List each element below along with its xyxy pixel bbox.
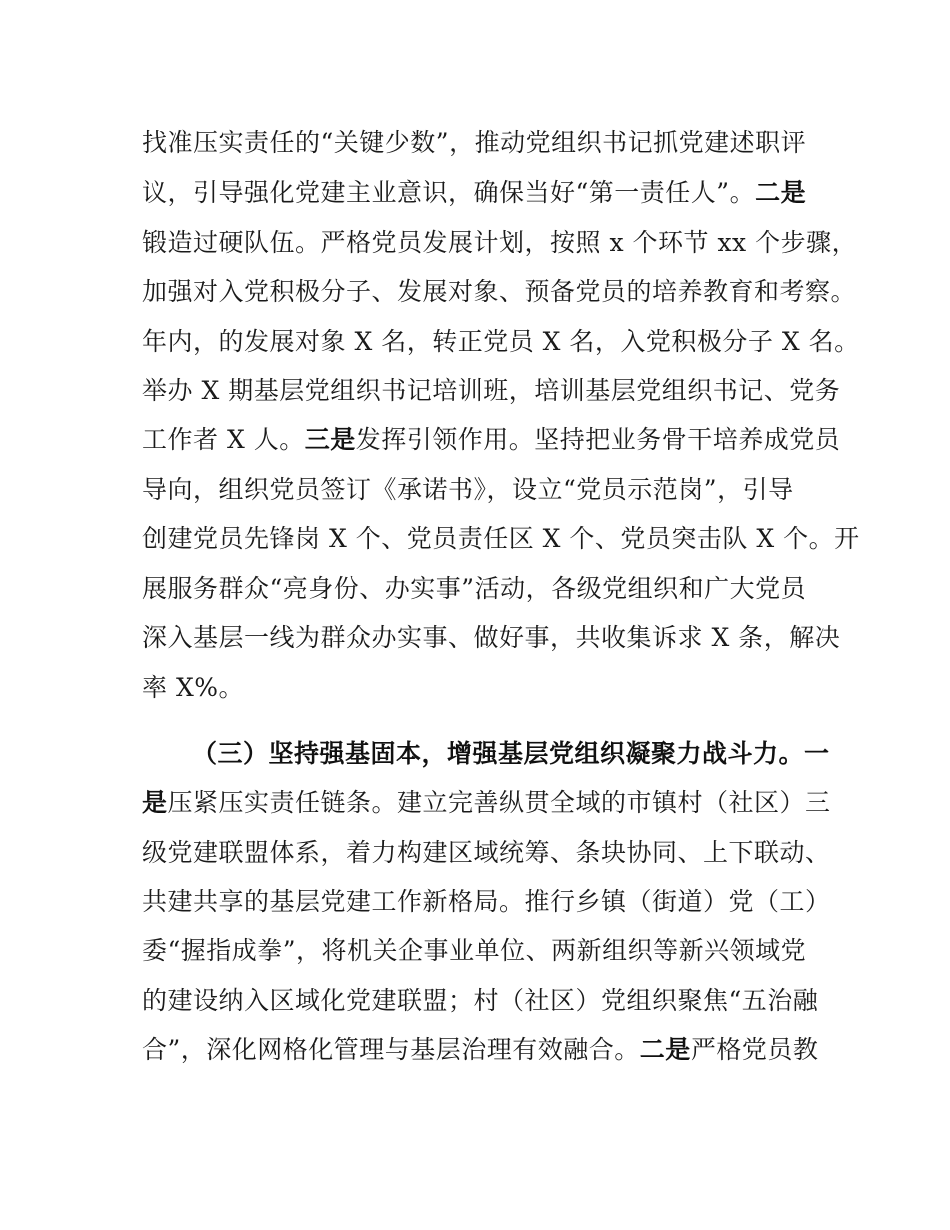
text-run: 导向，组织党员签订《承诺书》，设立“党员示范岗”，引导 — [142, 475, 794, 504]
text-run: 合”，深化网格化管理与基层治理有效融合。 — [142, 1035, 640, 1064]
text-run: 的建设纳入区域化党建联盟；村（社区）党组织聚焦“五治融 — [142, 986, 819, 1015]
section-heading: （三）坚持强基固本，增强基层党组织凝聚力战斗力。一 — [192, 739, 830, 768]
text-line — [142, 226, 857, 260]
text-line — [142, 671, 244, 705]
text-line — [142, 885, 831, 919]
text-line — [142, 934, 806, 968]
text-line — [142, 176, 806, 210]
text-line — [142, 984, 818, 1018]
text-line — [142, 374, 840, 408]
text-line — [142, 473, 794, 507]
text-run: 加强对入党积极分子、发展对象、预备党员的培养教育和考察。 — [142, 277, 857, 306]
text-run: 找准压实责任的“关键少数”，推动党组织书记抓党建述职评 — [142, 128, 807, 157]
text-run: 共建共享的基层党建工作新格局。推行乡镇（街道）党（工） — [142, 887, 831, 916]
text-line — [142, 522, 860, 556]
text-run: 展服务群众“亮身份、办实事”活动，各级党组织和广大党员 — [142, 574, 807, 603]
bold-marker: 二是 — [755, 178, 807, 207]
bold-marker: 三是 — [304, 425, 356, 454]
text-run: 压紧压实责任链条。建立完善纵贯全域的市镇村（社区）三 — [167, 788, 831, 817]
text-line — [142, 126, 806, 160]
text-run: 工作者 X 人。 — [142, 425, 305, 454]
text-run: 严格党员教 — [690, 1035, 819, 1064]
text-run: 率 X%。 — [142, 673, 244, 702]
text-line — [142, 325, 860, 359]
text-run: 委“握指成拳”，将机关企事业单位、两新组织等新兴领域党 — [142, 936, 807, 965]
text-line — [142, 836, 831, 870]
text-line — [142, 275, 856, 309]
text-run: 深入基层一线为群众办实事、做好事，共收集诉求 X 条，解决 — [142, 623, 841, 652]
text-line — [192, 737, 830, 771]
text-run: 级党建联盟体系，着力构建区域统筹、条块协同、上下联动、 — [142, 838, 831, 867]
bold-marker: 二是 — [639, 1035, 691, 1064]
text-run: 发挥引领作用。坚持把业务骨干培养成党员 — [355, 425, 841, 454]
text-line — [142, 786, 831, 820]
text-run: 年内，的发展对象 X 名，转正党员 X 名，入党积极分子 X 名。 — [142, 327, 860, 356]
text-line — [142, 1033, 818, 1067]
text-line — [142, 572, 806, 606]
bold-marker: 是 — [142, 788, 168, 817]
text-run: 举办 X 期基层党组织书记培训班，培训基层党组织书记、党务 — [142, 376, 841, 405]
text-run: 锻造过硬队伍。严格党员发展计划，按照 x 个环节 xx 个步骤， — [142, 228, 858, 257]
text-line — [142, 621, 840, 655]
text-run: 创建党员先锋岗 X 个、党员责任区 X 个、党员突击队 X 个。开 — [142, 524, 860, 553]
text-run: 议，引导强化党建主业意识，确保当好“第一责任人”。 — [142, 178, 756, 207]
text-line — [142, 423, 840, 457]
